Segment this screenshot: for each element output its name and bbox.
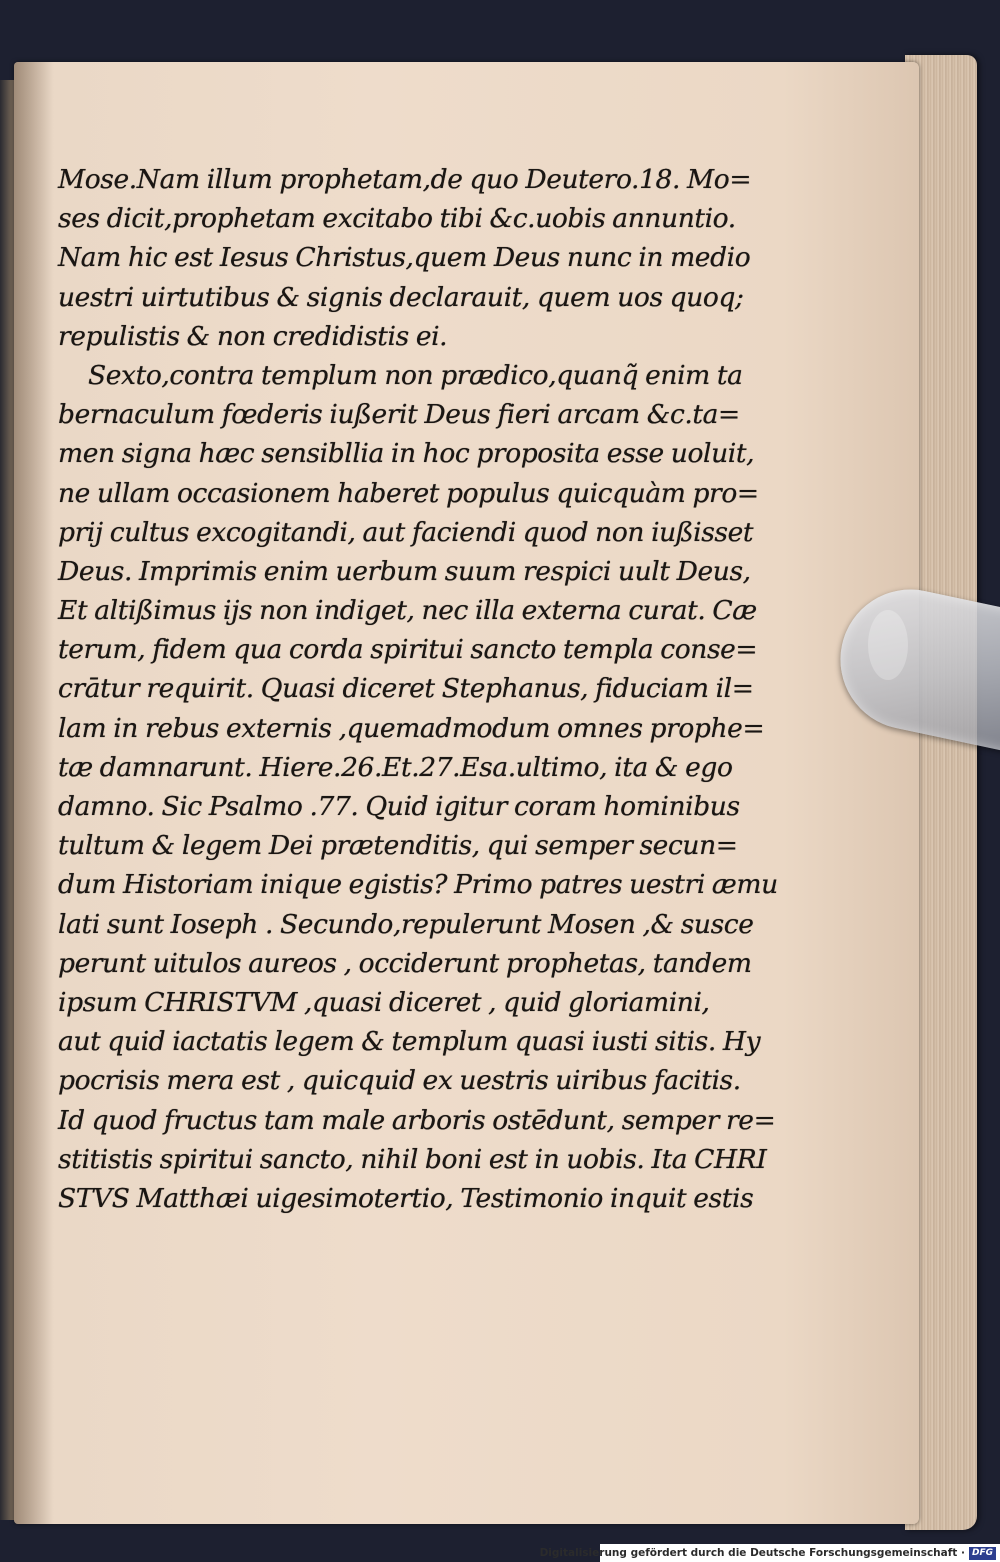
text-line: damno. Sic Psalmo .77. Quid igitur coram hominibus <box>58 791 740 822</box>
text-line: perunt uitulos aureos , occiderunt prophetas, tandem <box>58 947 752 979</box>
text-line: ses dicit,prophetam excitabo tibi &c.uobis annuntio. <box>58 203 736 235</box>
text-line: ne ullam occasionem haberet populus quicquàm pro= <box>58 477 759 509</box>
text-line: tæ damnarunt. Hiere.26.Et.27.Esa.ultimo, ita & ego <box>58 751 733 783</box>
text-line: Deus. Imprimis enim uerbum suum respici uult Deus, <box>58 555 751 587</box>
clip-highlight <box>868 610 908 680</box>
text-line-paragraph-start: Sexto,contra templum non prædico,quanq̃ enim ta <box>88 359 743 391</box>
text-line: repulistis & non credidistis ei. <box>58 320 448 352</box>
text-line: men signa hæc sensibllia in hoc proposita esse uoluit, <box>58 438 755 470</box>
gutter-shadow <box>14 62 54 1524</box>
credit-text: Digitalisierung gefördert durch die Deutsche Forschungsgemeinschaft · <box>539 1547 965 1559</box>
dfg-logo-icon: DFG <box>969 1547 996 1560</box>
text-line: terum, fidem qua corda spiritui sancto templa conse= <box>58 634 758 666</box>
text-line: Id quod fructus tam male arboris ostēdunt, semper re= <box>58 1104 776 1136</box>
text-line: bernaculum fœderis iußerit Deus fieri arcam &c.ta= <box>58 399 740 431</box>
text-line: dum Historiam inique egistis? Primo patres uestri æmu <box>58 869 778 901</box>
text-line: crātur requirit. Quasi diceret Stephanus, fiduciam il= <box>58 673 754 705</box>
text-line: uestri uirtutibus & signis declarauit, quem uos quoq; <box>58 281 744 313</box>
text-line: pocrisis mera est , quicquid ex uestris uiribus facitis. <box>58 1065 741 1097</box>
text-line: ipsum CHRISTVM ,quasi diceret , quid gloriamini, <box>58 986 710 1018</box>
text-line: aut quid iactatis legem & templum quasi iusti sitis. Hy <box>58 1026 761 1058</box>
text-line: Mose.Nam illum prophetam,de quo Deutero.18. Mo= <box>58 164 752 195</box>
page-text <box>58 160 778 1218</box>
text-line: lati sunt Ioseph . Secundo,repulerunt Mosen ,& susce <box>58 908 754 940</box>
text-line: Et altißimus ijs non indiget, nec illa externa curat. Cæ <box>58 595 757 627</box>
digitization-credit-bar <box>539 1544 1000 1562</box>
text-line: STVS Matthæi uigesimotertio, Testimonio inquit estis <box>58 1182 754 1214</box>
text-line: stitistis spiritui sancto, nihil boni est in uobis. Ita CHRI <box>58 1143 767 1175</box>
text-line: lam in rebus externis ,quemadmodum omnes prophe= <box>58 712 765 744</box>
text-line: Nam hic est Iesus Christus,quem Deus nunc in medio <box>58 242 751 274</box>
text-line: prij cultus excogitandi, aut faciendi quod non iußisset <box>58 516 754 548</box>
text-line: tultum & legem Dei prætenditis, qui semper secun= <box>58 830 738 862</box>
